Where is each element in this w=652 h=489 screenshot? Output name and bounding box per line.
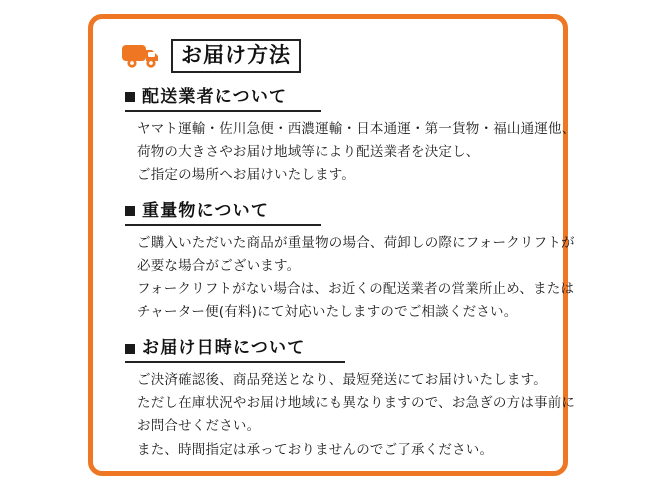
section-heavy-items-header: [125, 201, 321, 225]
text-line: また、時間指定は承っておりませんのでご了承ください。: [137, 441, 494, 458]
section-carrier: [125, 87, 576, 187]
section-delivery-datetime-body: [137, 369, 576, 462]
section-delivery-datetime: [125, 338, 576, 461]
text-line: 必要な場合がございます。: [137, 257, 301, 274]
panel-title-row: [121, 39, 545, 73]
bullet-square-icon: [125, 92, 135, 102]
section-carrier-header: [125, 87, 321, 111]
panel-title: お届け方法: [171, 39, 301, 73]
text-line: お問合せください。: [137, 418, 261, 435]
bullet-square-icon: [125, 344, 135, 354]
section-delivery-datetime-header: [125, 338, 345, 362]
bullet-square-icon: [125, 206, 135, 216]
section-heavy-items: [125, 201, 575, 324]
text-line: チャーター便(有料)にて対応いたしますのでご相談ください。: [137, 304, 518, 321]
text-line: ヤマト運輸・佐川急便・西濃運輸・日本通運・第一貨物・福山通運他、: [137, 120, 576, 137]
delivery-info-panel: [88, 14, 576, 476]
section-heavy-items-body: [137, 232, 575, 325]
text-line: ご指定の場所へお届けいたします。: [137, 166, 356, 183]
section-delivery-datetime-title: お届け日時について: [142, 338, 306, 359]
section-heavy-items-title: 重量物について: [142, 201, 270, 222]
section-carrier-body: [137, 118, 576, 188]
text-line: ご決済確認後、商品発送となり、最短発送にてお届けいたします。: [137, 371, 547, 388]
text-line: ただし在庫状況やお届け地域にも異なりますので、お急ぎの方は事前に: [137, 395, 576, 412]
text-line: ご購入いただいた商品が重量物の場合、荷卸しの際にフォークリフトが: [137, 234, 575, 251]
delivery-truck-icon: [121, 41, 161, 71]
text-line: 荷物の大きさやお届け地域等により配送業者を決定し、: [137, 143, 480, 160]
text-line: フォークリフトがない場合は、お近くの配送業者の営業所止め、または: [137, 281, 575, 298]
section-carrier-title: 配送業者について: [142, 87, 288, 108]
